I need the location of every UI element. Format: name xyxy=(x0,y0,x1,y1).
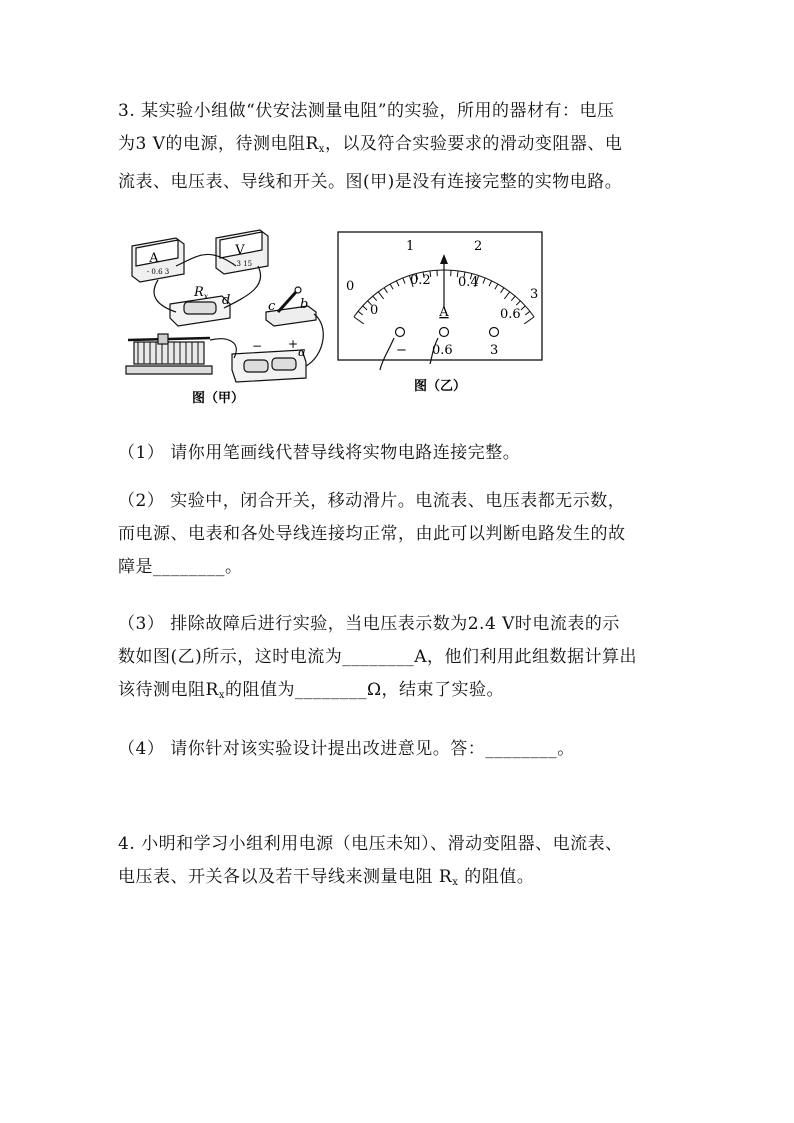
lower-label-0-2: 0.2 xyxy=(410,273,431,288)
resistor-label-sub: x xyxy=(203,292,209,301)
dial-tick xyxy=(378,292,383,299)
voltmeter-scale: - 3 15 xyxy=(231,260,253,268)
dial-tick xyxy=(403,278,405,284)
dial-tick xyxy=(483,278,485,284)
q4-line-1: 4. 小明和学习小组利用电源（电压未知）、滑动变阻器、电流表、 xyxy=(118,834,623,854)
ammeter-letter: A xyxy=(149,251,159,266)
dial-tick xyxy=(373,296,377,301)
q3-sub-3-line-3 xyxy=(118,674,678,712)
terminal-post-3 xyxy=(490,328,499,337)
dial-tick xyxy=(495,284,498,289)
ammeter-scale: - 0.6 3 xyxy=(146,268,170,276)
resistor-label xyxy=(193,285,209,301)
lower-label-0-4: 0.4 xyxy=(458,275,479,290)
q3-sub-2-line-2: 而电源、电表和各处导线连接均正常，由此可以判断电路发生的故 xyxy=(118,524,626,544)
dial-tick xyxy=(511,296,515,301)
q3-sub-3-line-3b: 的阻值为________Ω，结束了实验。 xyxy=(224,680,505,700)
terminal-a: a xyxy=(298,345,306,360)
dial-tick xyxy=(354,317,364,324)
q3-sub-1: （1） 请你用笔画线代替导线将实物电路连接完整。 xyxy=(118,443,521,463)
terminal-b: b xyxy=(300,297,309,312)
dial-tick xyxy=(525,311,530,315)
terminal-post-0-6 xyxy=(440,328,449,337)
terminal-c: c xyxy=(268,299,276,314)
terminal-label-3: 3 xyxy=(490,343,499,358)
figure-yi-caption: 图（乙） xyxy=(413,379,467,394)
upper-label-3: 3 xyxy=(530,287,539,302)
q3-intro-line-3: 流表、电压表、导线和开关。图(甲)是没有连接完整的实物电路。 xyxy=(118,172,623,192)
q4-line-2b: 的阻值。 xyxy=(458,867,535,887)
dial-tick xyxy=(390,284,393,289)
q3-sub-3-line-1: （3） 排除故障后进行实验，当电压表示数为2.4 V时电流表的示 xyxy=(118,614,620,634)
dial-tick xyxy=(524,317,534,324)
rx-subscript: x xyxy=(318,144,325,155)
upper-label-2: 2 xyxy=(474,239,483,254)
lower-label-0-6: 0.6 xyxy=(500,307,521,322)
meter-letter: A xyxy=(439,305,449,320)
dial-tick xyxy=(501,288,504,293)
resistor-label-r: R xyxy=(194,285,204,300)
upper-label-1: 1 xyxy=(406,239,415,254)
q4-line-2 xyxy=(118,861,678,899)
q3-sub-3-line-3a: 该待测电阻R xyxy=(118,680,219,700)
q3-intro xyxy=(118,95,678,199)
lower-label-0: 0 xyxy=(370,303,379,318)
dial-tick xyxy=(521,306,525,310)
q3-sub-4: （4） 请你针对该实验设计提出改进意见。答：________。 xyxy=(118,739,575,759)
dial-tick xyxy=(489,281,492,286)
dial-tick xyxy=(358,311,363,315)
dial-tick xyxy=(516,301,520,305)
terminal-post-minus xyxy=(396,328,405,337)
terminal-label-0-6: 0.6 xyxy=(432,343,453,358)
dial-tick xyxy=(504,292,509,299)
q3-sub-3 xyxy=(118,608,678,712)
rx-subscript-3: x xyxy=(452,877,459,888)
q3-intro-line-2 xyxy=(118,128,678,166)
battery-minus: − xyxy=(252,339,263,353)
battery-plus: + xyxy=(288,337,299,351)
q3-sub-2 xyxy=(118,485,678,584)
dial-tick xyxy=(363,306,367,310)
voltmeter-letter: V xyxy=(235,243,245,258)
rx-subscript-2: x xyxy=(218,690,225,701)
upper-label-0: 0 xyxy=(346,279,355,294)
q3-intro-line-2a: 为3 V的电源，待测电阻R xyxy=(118,134,319,154)
dial-tick xyxy=(396,281,399,286)
q3-intro-line-2b: ，以及符合实验要求的滑动变阻器、电 xyxy=(324,134,623,154)
figure-jia-circuit xyxy=(118,226,332,412)
q3-sub-3-line-2: 数如图(乙)所示，这时电流为________A，他们利用此组数据计算出 xyxy=(118,647,638,667)
q3-intro-line-1: 3. 某实验小组做“伏安法测量电阻”的实验，所用的器材有：电压 xyxy=(118,101,615,121)
q4-line-2a: 电压表、开关各以及若干导线来测量电阻 R xyxy=(118,867,453,887)
figure-yi-ammeter xyxy=(336,230,546,410)
q3-sub-2-line-3: 障是________。 xyxy=(118,557,243,577)
terminal-label-minus: − xyxy=(396,343,407,358)
dial-tick xyxy=(384,288,387,293)
q4-problem xyxy=(118,828,678,899)
figure-jia-caption: 图（甲） xyxy=(191,391,245,406)
q3-sub-2-line-1: （2） 实验中，闭合开关，移动滑片。电流表、电压表都无示数， xyxy=(118,491,626,511)
terminal-d: d xyxy=(222,293,231,308)
